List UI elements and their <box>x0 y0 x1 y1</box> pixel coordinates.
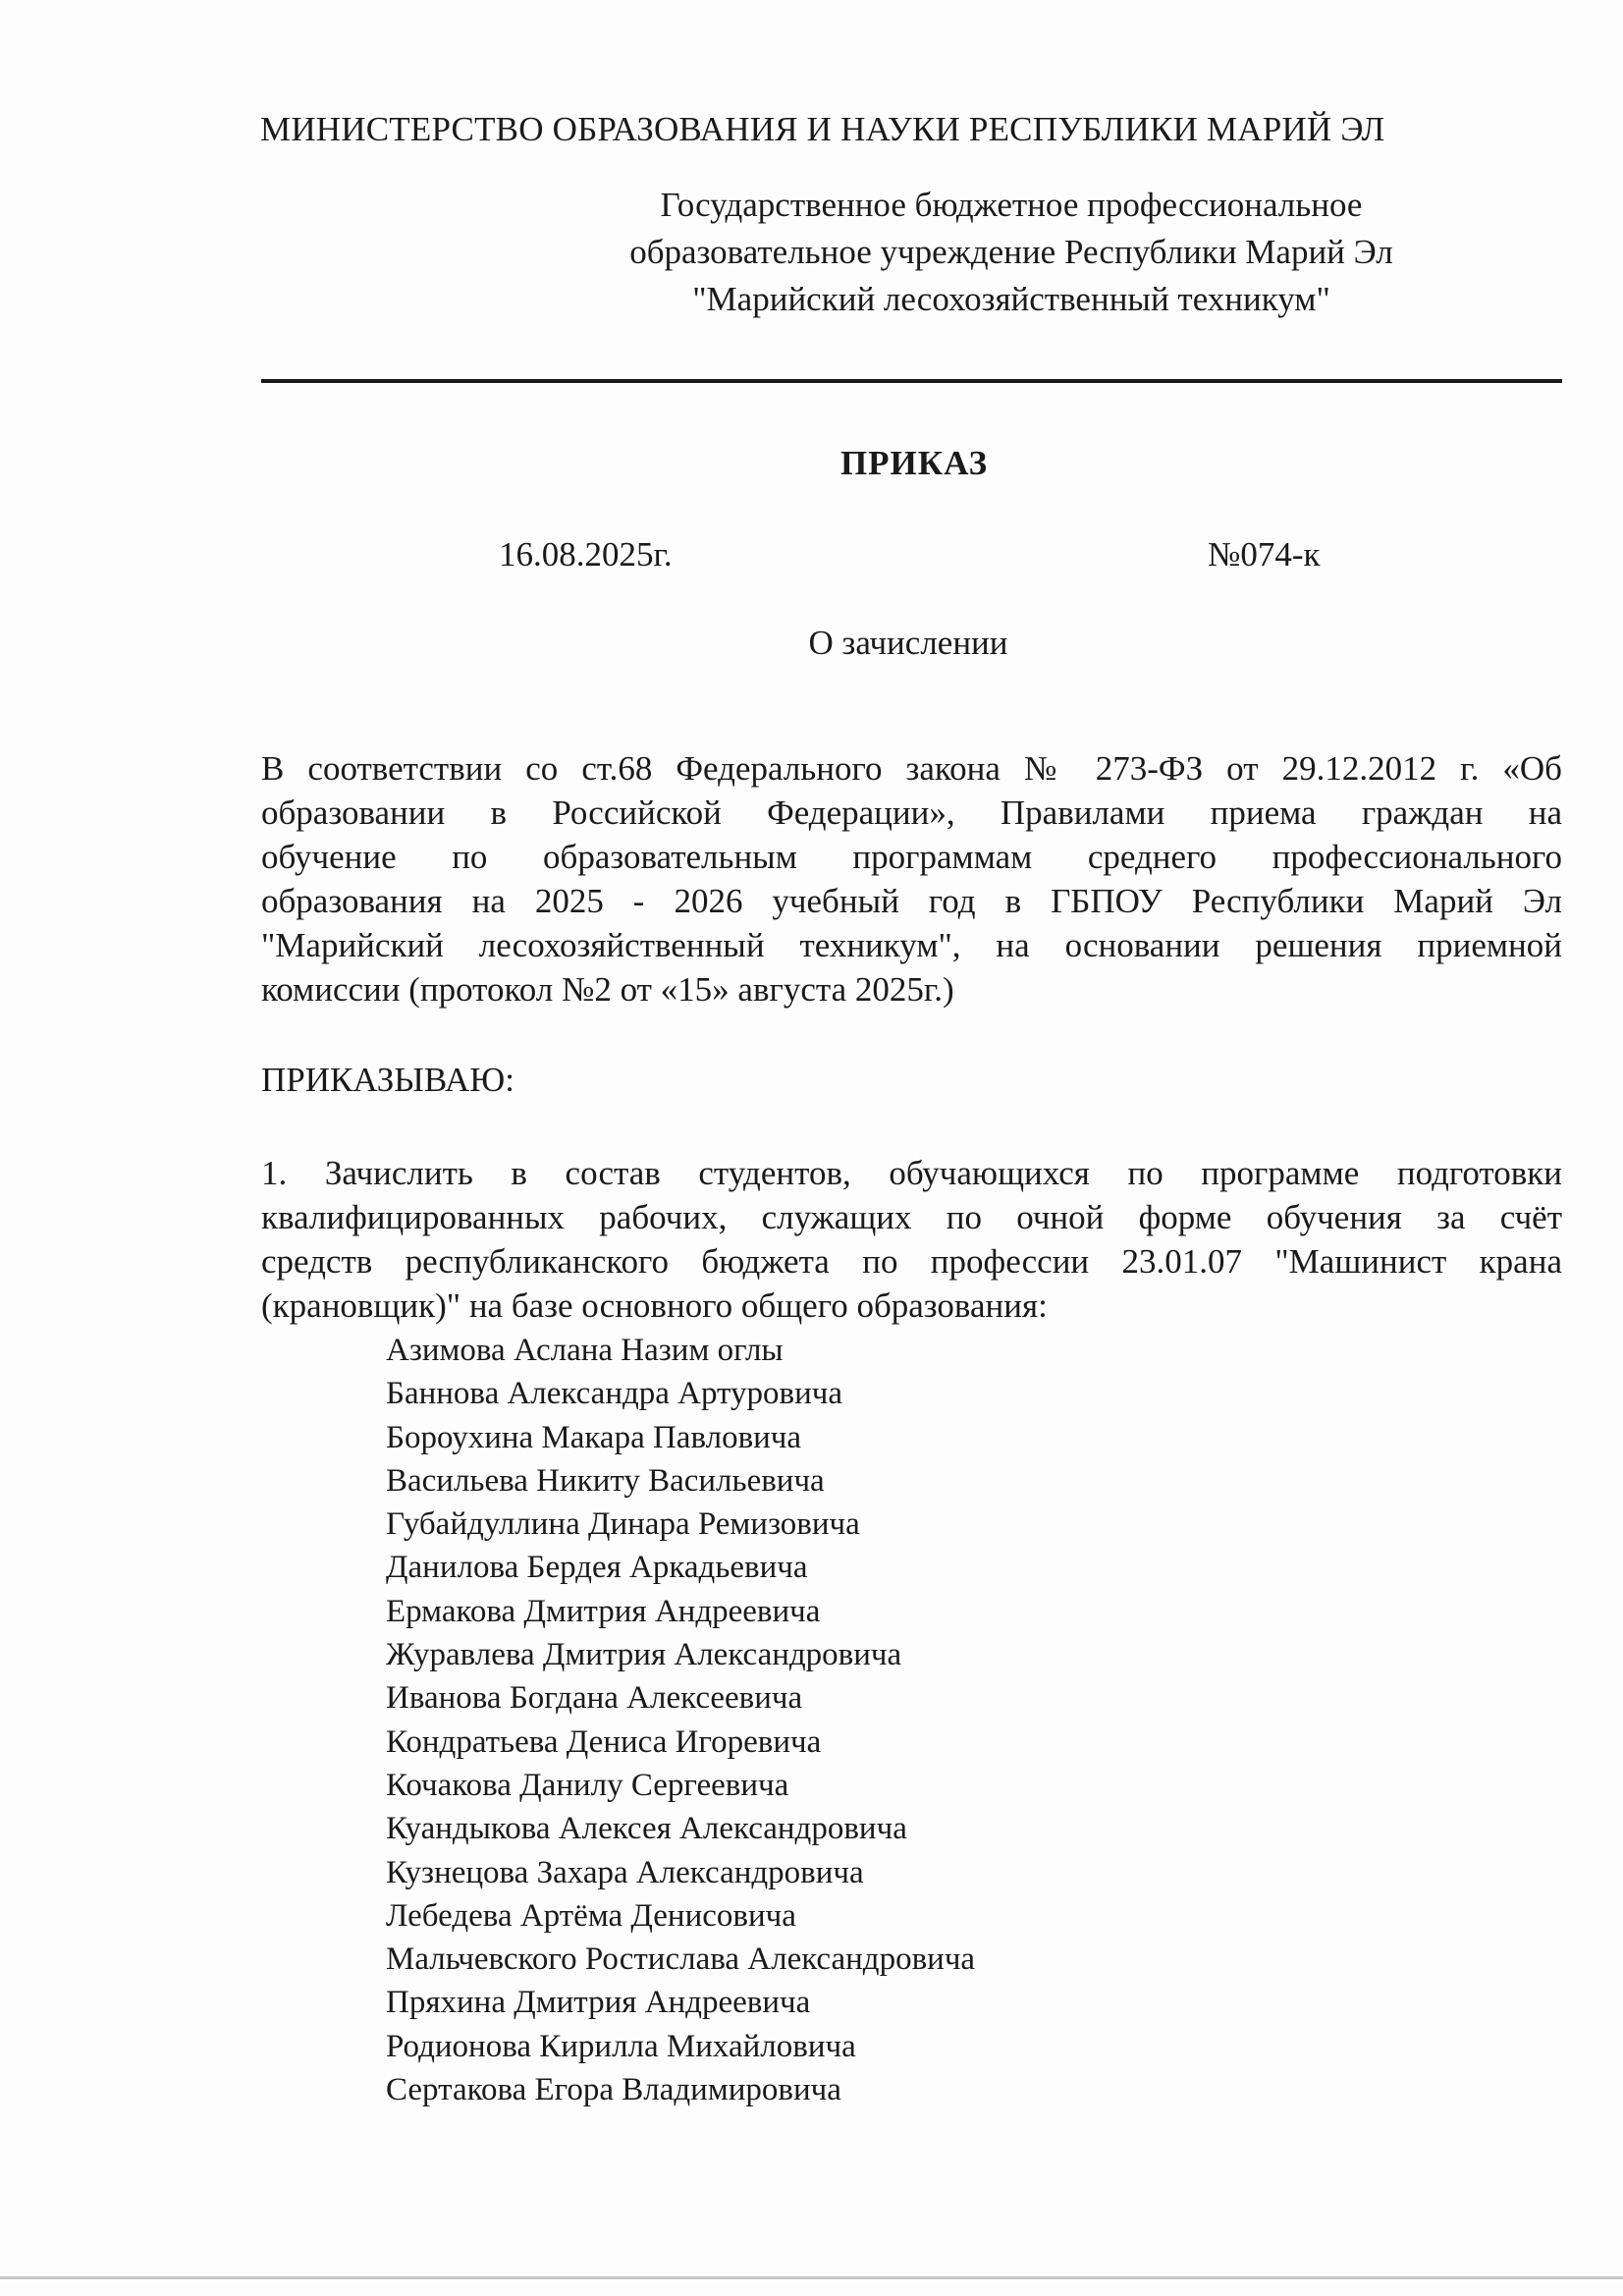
preamble-line: комиссии (протокол №2 от «15» августа 2025г.) <box>261 970 954 1009</box>
clause-1-paragraph <box>261 1151 1562 1328</box>
preamble-line: В соответствии со ст.68 Федерального закона № 273-ФЗ от 29.12.2012 г. «Об <box>261 749 1562 788</box>
order-title: ПРИКАЗ <box>839 444 989 482</box>
ministry-heading: МИНИСТЕРСТВО ОБРАЗОВАНИЯ И НАУКИ РЕСПУБЛИКИ МАРИЙ ЭЛ <box>260 110 1385 148</box>
preamble-line: образования на 2025 - 2026 учебный год в ГБПОУ Республики Марий Эл <box>261 882 1562 920</box>
student-name: Бороухина Макара Павловича <box>386 1419 802 1455</box>
order-date: 16.08.2025г. <box>499 535 673 574</box>
institution-line: образовательное учреждение Республики Марий Эл <box>629 233 1393 271</box>
institution-name <box>550 182 1473 323</box>
preamble-line: обучение по образовательным программам среднего профессионального <box>261 838 1562 876</box>
order-number: №074-к <box>1208 535 1321 574</box>
institution-line: "Марийский лесохозяйственный техникум" <box>692 280 1330 318</box>
student-name: Кондратьева Дениса Игоревича <box>386 1723 822 1760</box>
student-name: Данилова Бердея Аркадьевича <box>386 1550 808 1586</box>
student-name: Губайдуллина Динара Ремизовича <box>386 1506 860 1543</box>
clause-line: 1. Зачислить в состав студентов, обучающихся по программе подготовки <box>261 1154 1562 1192</box>
student-name: Баннова Александра Артуровича <box>386 1376 843 1412</box>
student-name: Куандыкова Алексея Александровича <box>386 1811 907 1847</box>
student-name: Пряхина Дмитрия Андреевича <box>386 1985 811 2021</box>
preamble-line: образовании в Российской Федерации», Правилами приема граждан на <box>261 793 1562 832</box>
student-name: Иванова Богдана Алексеевича <box>386 1680 803 1717</box>
clause-line: средств республиканского бюджета по профессии 23.01.07 "Машинист крана <box>261 1242 1562 1281</box>
student-name: Родионова Кирилла Михайловича <box>386 2028 856 2064</box>
student-name: Кочакова Данилу Сергеевича <box>386 1767 789 1803</box>
order-subject: О зачислении <box>808 624 1008 662</box>
preamble-paragraph <box>261 746 1562 1011</box>
student-name: Васильева Никиту Васильевича <box>386 1462 825 1499</box>
institution-line: Государственное бюджетное профессиональное <box>660 186 1363 224</box>
clause-line: (крановщик)" на базе основного общего образования: <box>261 1286 1048 1325</box>
student-name: Журавлева Дмитрия Александровича <box>386 1637 902 1673</box>
header-divider <box>261 379 1562 383</box>
student-name: Сертакова Егора Владимировича <box>386 2072 841 2108</box>
preamble-line: "Марийский лесохозяйственный техникум", на основании решения приемной <box>261 926 1562 964</box>
student-name: Азимова Аслана Назим оглы <box>386 1333 784 1368</box>
student-name: Кузнецова Захара Александровича <box>386 1854 864 1890</box>
student-name: Мальчевского Ростислава Александровича <box>386 1941 976 1978</box>
student-list <box>386 1329 975 2111</box>
student-name: Лебедева Артёма Денисовича <box>386 1897 796 1934</box>
scan-bottom-edge <box>0 2276 1623 2279</box>
student-name: Ермакова Дмитрия Андреевича <box>386 1593 821 1629</box>
decree-heading: ПРИКАЗЫВАЮ: <box>261 1061 514 1099</box>
clause-line: квалифицированных рабочих, служащих по очной форме обучения за счёт <box>261 1198 1562 1236</box>
